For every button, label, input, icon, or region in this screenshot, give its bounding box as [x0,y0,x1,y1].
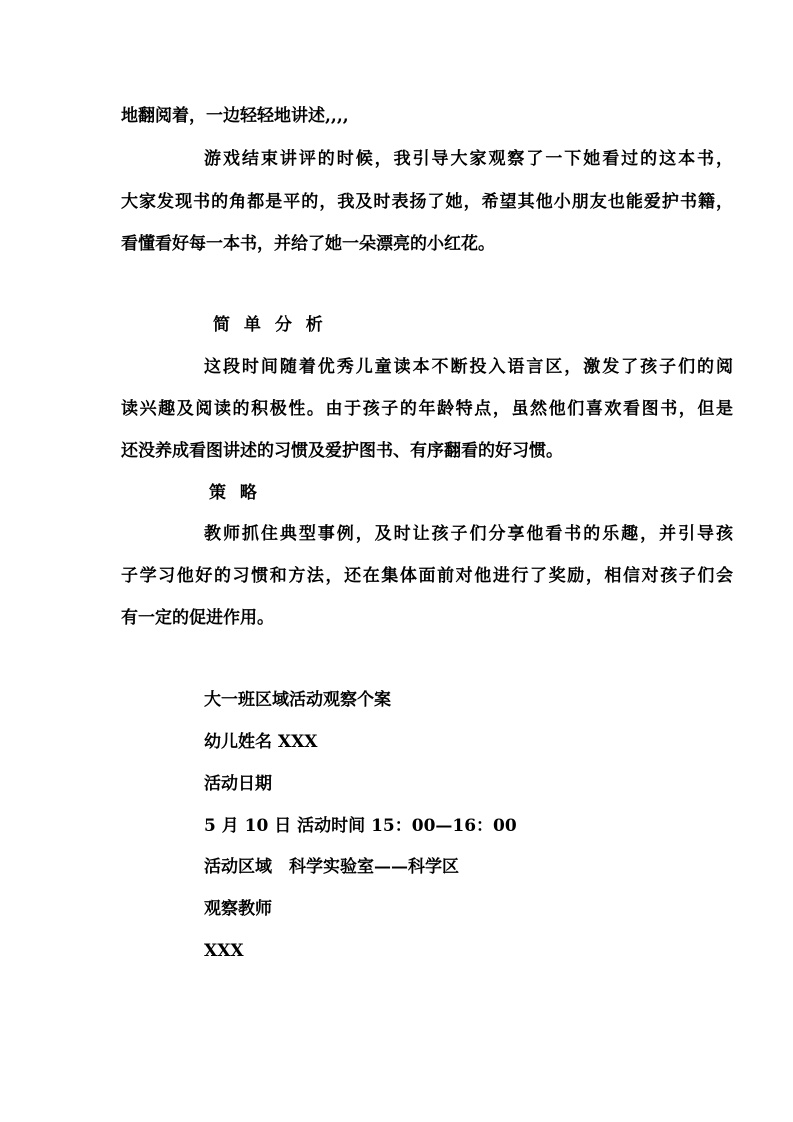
observer-teacher-label: 观察教师 [204,899,272,919]
review-paragraph-line-3: 看懂看好每一本书，并给了她一朵漂亮的小红花。 [121,234,495,254]
strategy-line-1: 教师抓住典型事例，及时让孩子们分享他看书的乐趣，并引导孩 [204,524,733,544]
observer-teacher-name: XXX [204,941,244,961]
activity-date-label: 活动日期 [204,774,272,794]
analysis-line-3: 还没养成看图讲述的习惯及爱护图书、有序翻看的好习惯。 [121,441,563,461]
child-name: 幼儿姓名 XXX [204,732,318,752]
continued-paragraph-line-1: 地翻阅着，一边轻轻地讲述,,,, [121,106,349,126]
strategy-heading: 策 略 [209,483,261,503]
activity-date-time: 5 月 10 日 活动时间 15：00—16：00 [204,816,517,836]
review-paragraph-line-2: 大家发现书的角都是平的，我及时表扬了她，希望其他小朋友也能爱护书籍， [121,192,733,212]
strategy-line-3: 有一定的促进作用。 [121,608,274,628]
analysis-heading: 简 单 分 析 [213,315,327,335]
activity-area: 活动区域 科学实验室——科学区 [204,857,459,877]
case-title: 大一班区域活动观察个案 [204,690,391,710]
review-paragraph-line-1: 游戏结束讲评的时候，我引导大家观察了一下她看过的这本书， [204,149,733,169]
analysis-line-1: 这段时间随着优秀儿童读本不断投入语言区，激发了孩子们的阅 [204,357,733,377]
analysis-line-2: 读兴趣及阅读的积极性。由于孩子的年龄特点，虽然他们喜欢看图书，但是 [121,399,733,419]
strategy-line-2: 子学习他好的习惯和方法，还在集体面前对他进行了奖励，相信对孩子们会 [121,566,733,586]
